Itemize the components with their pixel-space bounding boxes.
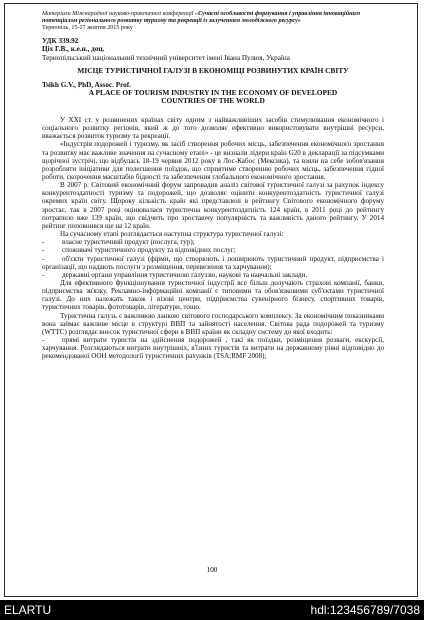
conference-place-date: Тернопіль, 15-17 жовтня 2015 року xyxy=(42,25,133,32)
list-item-text: об'єкти туристичної галузі (фірми, що створюють і поширюють туристичний продукт, підприємства і організації, що надають послуги з розміщення, перевезення та харчування); xyxy=(42,254,384,271)
conference-header xyxy=(42,11,384,25)
list-bullet: - xyxy=(42,238,45,247)
list-bullet: - xyxy=(42,246,45,255)
article-title-ua: МІСЦЕ ТУРИСТИЧНОЇ ГАЛУЗІ В ЕКОНОМІЦІ РОЗВИНУТИХ КРАЇН СВІТУ xyxy=(77,65,349,75)
page-number: 100 xyxy=(206,566,218,574)
author-ua: Ціх Г.В., к.е.н., доц. xyxy=(42,45,105,54)
list-bullet: - xyxy=(42,336,45,345)
conference-title: Сучасні особливості формування і управління інноваційним потенціалом регіонального розвитку туризму та рекреації із залученням молодіжного ресурсу» xyxy=(42,11,361,25)
udk-code: УДК 339.92 xyxy=(42,37,79,46)
viewer-footer-bar xyxy=(0,600,424,620)
page-content xyxy=(42,11,384,361)
list-item xyxy=(42,271,384,279)
list-bullet: - xyxy=(42,254,45,263)
list-item-text: прямі витрати туристів на здійснення подорожей , такі як поїздки, розміщення розваги, екскурсії, харчування. Розглядаються витрати внутрішніх, в'їзних туристів та витрати на державному рівні відповідно до рекомендованої ООН методології туристичних рахунків (TSA:RMF 2008); xyxy=(42,336,384,361)
paragraph-2: «Індустрія подорожей і туризму, як засіб створення робочих місць, забезпечення економічного зростання та розвитку має важливе значення на сучасному етапі» - це визнали лідери країн G20 в декларації за підсумками щорічної зустрічі, що відбулась 18-19 червня 2012 року в Лос-Кабос (Мексика), та взяли на себе зобов'язання розробляти ініціативи для полегшення поїздок, що сприятиме створенню робочих місць, забезпечення гідної роботи, скорочення масштабів бідності та забезпечення глобального економічного зростання. xyxy=(42,140,384,181)
affiliation: Тернопільський національний технічний університет імені Івана Пулюя, Україна xyxy=(42,53,290,62)
list-bullet: - xyxy=(42,270,45,279)
author-en: Tsikh G.V., PhD, Assoc. Prof. xyxy=(42,80,131,89)
list-item-text: власне туристичний продукт (послуга, тур); xyxy=(62,238,195,247)
paragraph-6: Туристична галузь є важливою ланкою світового господарського комплексу. За економічним показниками вона займає важливе місце в структурі ВВП та зайнятості населення. Світова рада подорожей та туризму (WTTC) розглядає внесок туристичної сфери в ВВП країни як складну систему до якої входить: xyxy=(42,311,384,336)
conference-lead: Матеріали Міжнародної науково-практичної конференції « xyxy=(42,11,199,17)
paragraph-1: У XXI ст. у розвинених країнах світу одним з найважливіших засобів стимулювання економічного і соціального розвитку регіонів, який ж до того дозволяє ефективно використовувати внутрішні ресурси, вважається розвиток туризму та рекреації. xyxy=(42,115,384,141)
list-item xyxy=(42,246,384,254)
list-item-text: споживачі туристичного продукту та відповідних послуг; xyxy=(62,246,236,255)
list-item xyxy=(42,255,384,271)
repository-name: ELARTU xyxy=(4,603,52,617)
article-title-en: A PLACE OF TOURISM INDUSTRY IN THE ECONOMY OF DEVELOPED COUNTRIES OF THE WORLD xyxy=(88,88,338,106)
paragraph-4: На сучасному етапі розглядається наступна структура туристичної галузі: xyxy=(60,230,284,239)
handle-id: hdl:123456789/7038 xyxy=(310,603,420,617)
list-item xyxy=(42,238,384,246)
paragraph-5: Для ефективного функціонування туристичної індустрії все більш долучають страхові компанії, банки, підприємства зв'язку. Рекламно-інформаційні компанії є типовими та обов'язковими суб'єктами туристичної галузі. До них належать також і візові центри, підприємства сувенірного бізнесу, спортивних товарів, туристичних товарів, фототоварів, літератури, тощо. xyxy=(42,279,384,312)
list-item-text: державні органи управління туристичною галуззю, наукові та навчальні заклади. xyxy=(62,270,308,279)
paragraph-3: В 2007 р. Світовий економічний форум запровадив аналіз світової туристичної галузі за рахунок індексу конкурентоздатності туризму та подорожей, що дозволяє оцінити конкурентоздатність туристичної галузі окремих країн світу. Щороку кількість країн які представлені в рейтингу Світового економічного форуму зростає, так в 2007 році оцінювалася туристична конкурентоздатність 124 країн, в 2011 році до рейтингу потрапило вже 139 країн, що свідчить про зростаючу популярність та важливість даного рейтингу. У 2014 рейтинг поповнився ще на 12 країн. xyxy=(42,181,384,230)
list-item xyxy=(42,336,384,360)
